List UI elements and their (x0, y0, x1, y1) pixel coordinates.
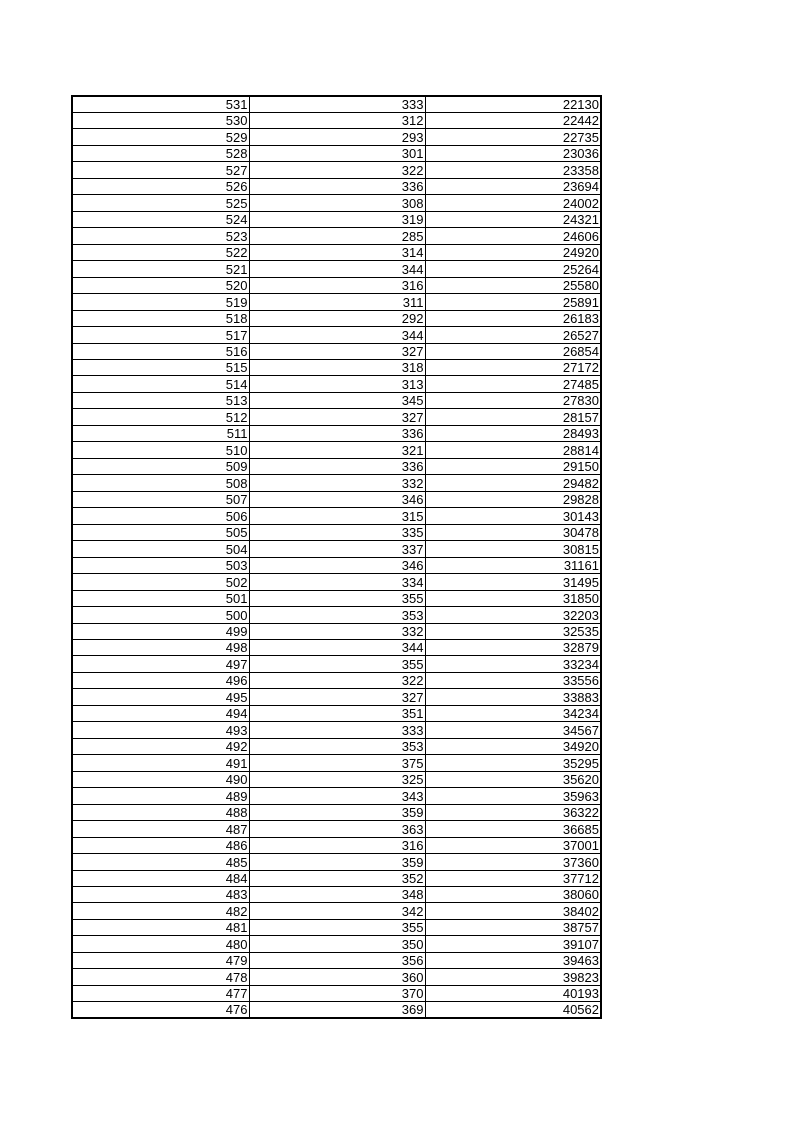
score-cell: 507 (72, 491, 249, 507)
cumulative-cell: 38757 (425, 919, 601, 935)
count-cell: 327 (249, 409, 425, 425)
count-cell: 360 (249, 969, 425, 985)
count-cell: 346 (249, 557, 425, 573)
cumulative-cell: 34234 (425, 705, 601, 721)
table-row (72, 607, 601, 623)
count-cell: 369 (249, 1002, 425, 1018)
table-row (72, 590, 601, 606)
table-row (72, 672, 601, 688)
table-row (72, 837, 601, 853)
cumulative-cell: 30815 (425, 541, 601, 557)
table-row (72, 392, 601, 408)
cumulative-cell: 28814 (425, 442, 601, 458)
table-row (72, 458, 601, 474)
table-row (72, 952, 601, 968)
table-row (72, 557, 601, 573)
table-row (72, 985, 601, 1001)
count-cell: 314 (249, 244, 425, 260)
cumulative-cell: 26854 (425, 343, 601, 359)
count-cell: 348 (249, 887, 425, 903)
score-cell: 517 (72, 327, 249, 343)
cumulative-cell: 37360 (425, 854, 601, 870)
count-cell: 327 (249, 689, 425, 705)
score-cell: 490 (72, 771, 249, 787)
score-cell: 483 (72, 887, 249, 903)
table-row (72, 903, 601, 919)
table-row (72, 936, 601, 952)
count-cell: 363 (249, 821, 425, 837)
score-cell: 488 (72, 804, 249, 820)
count-cell: 346 (249, 491, 425, 507)
cumulative-cell: 39107 (425, 936, 601, 952)
cumulative-cell: 34920 (425, 738, 601, 754)
score-cell: 493 (72, 722, 249, 738)
table-row (72, 162, 601, 178)
score-cell: 515 (72, 360, 249, 376)
cumulative-cell: 33883 (425, 689, 601, 705)
count-cell: 335 (249, 524, 425, 540)
table-row (72, 129, 601, 145)
cumulative-cell: 40193 (425, 985, 601, 1001)
score-cell: 481 (72, 919, 249, 935)
table-row (72, 376, 601, 392)
table-row (72, 261, 601, 277)
count-cell: 370 (249, 985, 425, 1001)
count-cell: 315 (249, 508, 425, 524)
count-cell: 359 (249, 854, 425, 870)
table-row (72, 524, 601, 540)
score-cell: 487 (72, 821, 249, 837)
count-cell: 342 (249, 903, 425, 919)
score-cell: 527 (72, 162, 249, 178)
count-cell: 313 (249, 376, 425, 392)
table-row (72, 656, 601, 672)
cumulative-cell: 29150 (425, 458, 601, 474)
score-cell: 502 (72, 574, 249, 590)
cumulative-cell: 36322 (425, 804, 601, 820)
cumulative-cell: 40562 (425, 1002, 601, 1018)
table-row (72, 211, 601, 227)
count-cell: 316 (249, 837, 425, 853)
count-cell: 356 (249, 952, 425, 968)
cumulative-cell: 35295 (425, 755, 601, 771)
table-row (72, 277, 601, 293)
table-row (72, 722, 601, 738)
count-cell: 321 (249, 442, 425, 458)
score-cell: 479 (72, 952, 249, 968)
cumulative-cell: 23358 (425, 162, 601, 178)
count-cell: 344 (249, 327, 425, 343)
cumulative-cell: 26527 (425, 327, 601, 343)
count-cell: 308 (249, 195, 425, 211)
table-row (72, 541, 601, 557)
count-cell: 375 (249, 755, 425, 771)
table-row (72, 145, 601, 161)
cumulative-cell: 27485 (425, 376, 601, 392)
cumulative-cell: 28157 (425, 409, 601, 425)
cumulative-cell: 23036 (425, 145, 601, 161)
score-cell: 518 (72, 310, 249, 326)
cumulative-cell: 29828 (425, 491, 601, 507)
count-cell: 344 (249, 261, 425, 277)
cumulative-cell: 32879 (425, 639, 601, 655)
table-row (72, 639, 601, 655)
cumulative-cell: 25264 (425, 261, 601, 277)
count-cell: 322 (249, 162, 425, 178)
cumulative-cell: 33234 (425, 656, 601, 672)
score-cell: 523 (72, 228, 249, 244)
count-cell: 333 (249, 722, 425, 738)
count-cell: 350 (249, 936, 425, 952)
score-cell: 519 (72, 294, 249, 310)
cumulative-cell: 27172 (425, 360, 601, 376)
cumulative-cell: 35620 (425, 771, 601, 787)
score-cell: 504 (72, 541, 249, 557)
cumulative-cell: 32203 (425, 607, 601, 623)
cumulative-cell: 30143 (425, 508, 601, 524)
score-cell: 524 (72, 211, 249, 227)
score-cell: 486 (72, 837, 249, 853)
cumulative-cell: 24321 (425, 211, 601, 227)
cumulative-cell: 38402 (425, 903, 601, 919)
score-cell: 516 (72, 343, 249, 359)
cumulative-cell: 39463 (425, 952, 601, 968)
count-cell: 333 (249, 96, 425, 112)
table-row (72, 771, 601, 787)
count-cell: 322 (249, 672, 425, 688)
table-row (72, 360, 601, 376)
table-row (72, 178, 601, 194)
score-cell: 496 (72, 672, 249, 688)
cumulative-cell: 34567 (425, 722, 601, 738)
score-cell: 484 (72, 870, 249, 886)
count-cell: 285 (249, 228, 425, 244)
score-cell: 531 (72, 96, 249, 112)
table-row (72, 870, 601, 886)
table-row (72, 887, 601, 903)
cumulative-cell: 30478 (425, 524, 601, 540)
score-cell: 525 (72, 195, 249, 211)
score-cell: 526 (72, 178, 249, 194)
score-cell: 529 (72, 129, 249, 145)
cumulative-cell: 25891 (425, 294, 601, 310)
score-cell: 501 (72, 590, 249, 606)
score-cell: 485 (72, 854, 249, 870)
count-cell: 351 (249, 705, 425, 721)
count-cell: 355 (249, 590, 425, 606)
score-cell: 480 (72, 936, 249, 952)
score-cell: 476 (72, 1002, 249, 1018)
table-row (72, 804, 601, 820)
count-cell: 327 (249, 343, 425, 359)
cumulative-cell: 36685 (425, 821, 601, 837)
cumulative-cell: 25580 (425, 277, 601, 293)
count-cell: 359 (249, 804, 425, 820)
score-cell: 505 (72, 524, 249, 540)
score-cell: 492 (72, 738, 249, 754)
cumulative-cell: 29482 (425, 475, 601, 491)
count-cell: 337 (249, 541, 425, 557)
table-row (72, 228, 601, 244)
table-row (72, 112, 601, 128)
count-cell: 319 (249, 211, 425, 227)
count-cell: 353 (249, 738, 425, 754)
count-cell: 292 (249, 310, 425, 326)
table-row (72, 343, 601, 359)
table-row (72, 705, 601, 721)
cumulative-cell: 28493 (425, 425, 601, 441)
count-cell: 293 (249, 129, 425, 145)
cumulative-cell: 31161 (425, 557, 601, 573)
score-cell: 521 (72, 261, 249, 277)
table-row (72, 623, 601, 639)
count-cell: 355 (249, 656, 425, 672)
score-cell: 477 (72, 985, 249, 1001)
cumulative-cell: 22130 (425, 96, 601, 112)
table-row (72, 574, 601, 590)
count-cell: 344 (249, 639, 425, 655)
cumulative-cell: 22735 (425, 129, 601, 145)
count-cell: 325 (249, 771, 425, 787)
table-row (72, 919, 601, 935)
table-row (72, 244, 601, 260)
count-cell: 343 (249, 788, 425, 804)
cumulative-cell: 39823 (425, 969, 601, 985)
score-cell: 494 (72, 705, 249, 721)
cumulative-cell: 23694 (425, 178, 601, 194)
score-cell: 522 (72, 244, 249, 260)
table-row (72, 788, 601, 804)
cumulative-cell: 31850 (425, 590, 601, 606)
count-cell: 336 (249, 178, 425, 194)
score-cell: 482 (72, 903, 249, 919)
table-row (72, 821, 601, 837)
table-row (72, 738, 601, 754)
count-cell: 336 (249, 425, 425, 441)
count-cell: 336 (249, 458, 425, 474)
count-cell: 318 (249, 360, 425, 376)
score-cell: 478 (72, 969, 249, 985)
score-cell: 512 (72, 409, 249, 425)
table-row (72, 689, 601, 705)
count-cell: 332 (249, 475, 425, 491)
cumulative-cell: 27830 (425, 392, 601, 408)
score-cell: 495 (72, 689, 249, 705)
score-cell: 520 (72, 277, 249, 293)
table-row (72, 294, 601, 310)
table-body (72, 96, 601, 1018)
cumulative-cell: 33556 (425, 672, 601, 688)
score-cell: 491 (72, 755, 249, 771)
count-cell: 334 (249, 574, 425, 590)
cumulative-cell: 32535 (425, 623, 601, 639)
count-cell: 332 (249, 623, 425, 639)
table-row (72, 1002, 601, 1018)
table-row (72, 409, 601, 425)
score-cell: 528 (72, 145, 249, 161)
table-row (72, 310, 601, 326)
cumulative-cell: 22442 (425, 112, 601, 128)
table-row (72, 425, 601, 441)
score-cell: 506 (72, 508, 249, 524)
score-cell: 508 (72, 475, 249, 491)
cumulative-cell: 38060 (425, 887, 601, 903)
score-cell: 530 (72, 112, 249, 128)
count-cell: 353 (249, 607, 425, 623)
score-cell: 510 (72, 442, 249, 458)
cumulative-cell: 24606 (425, 228, 601, 244)
count-cell: 316 (249, 277, 425, 293)
table-row (72, 854, 601, 870)
table-row (72, 96, 601, 112)
count-cell: 312 (249, 112, 425, 128)
table-row (72, 755, 601, 771)
count-cell: 345 (249, 392, 425, 408)
count-cell: 352 (249, 870, 425, 886)
cumulative-cell: 37001 (425, 837, 601, 853)
count-cell: 355 (249, 919, 425, 935)
score-cell: 498 (72, 639, 249, 655)
cumulative-cell: 35963 (425, 788, 601, 804)
cumulative-cell: 24002 (425, 195, 601, 211)
data-table (71, 95, 602, 1019)
score-cell: 509 (72, 458, 249, 474)
score-cell: 489 (72, 788, 249, 804)
cumulative-cell: 26183 (425, 310, 601, 326)
cumulative-cell: 37712 (425, 870, 601, 886)
table-row (72, 475, 601, 491)
score-cell: 513 (72, 392, 249, 408)
table-row (72, 195, 601, 211)
table-row (72, 491, 601, 507)
score-cell: 499 (72, 623, 249, 639)
cumulative-cell: 31495 (425, 574, 601, 590)
cumulative-cell: 24920 (425, 244, 601, 260)
score-cell: 497 (72, 656, 249, 672)
score-cell: 511 (72, 425, 249, 441)
score-cell: 503 (72, 557, 249, 573)
count-cell: 311 (249, 294, 425, 310)
table-row (72, 442, 601, 458)
table-row (72, 327, 601, 343)
score-cell: 514 (72, 376, 249, 392)
count-cell: 301 (249, 145, 425, 161)
table-row (72, 969, 601, 985)
score-cell: 500 (72, 607, 249, 623)
table-row (72, 508, 601, 524)
